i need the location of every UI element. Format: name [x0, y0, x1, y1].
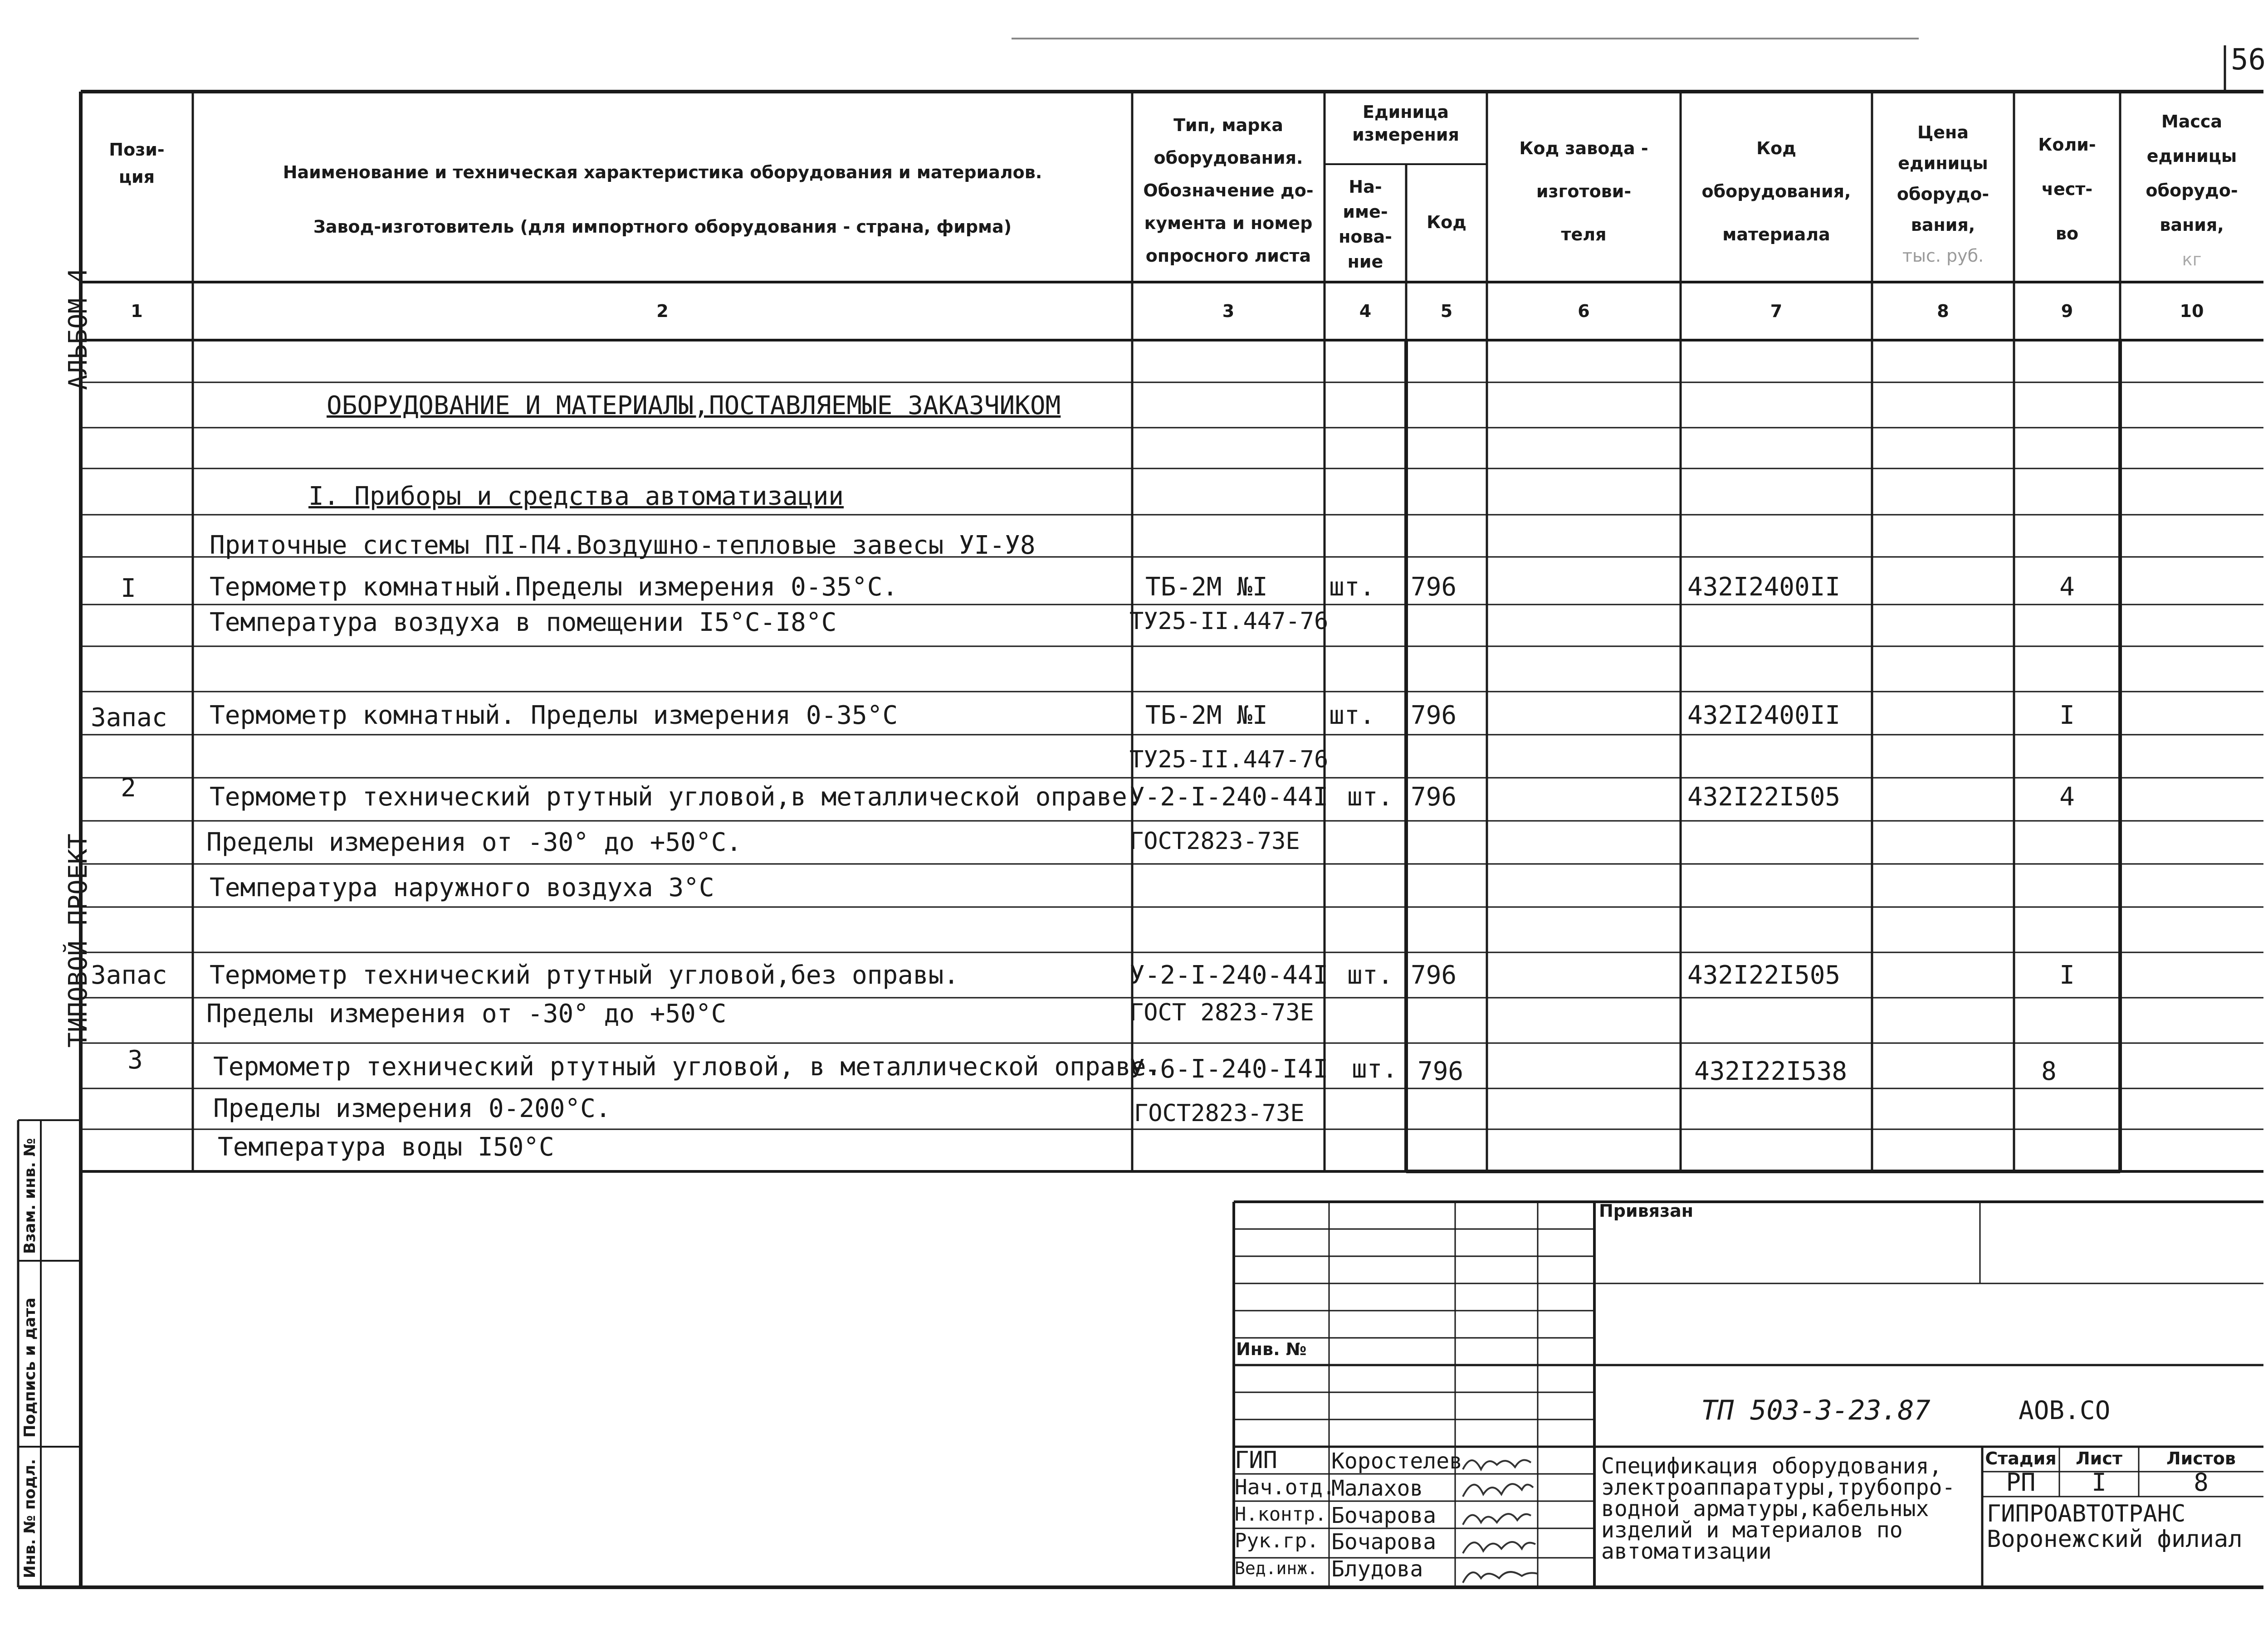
- row-type: ТУ25-II.447-76: [1129, 746, 1329, 773]
- header-col6: Код завода - изготови- теля: [1519, 138, 1648, 244]
- row-code: 796: [1411, 782, 1457, 812]
- row-equip: 432I22I505: [1687, 961, 1841, 990]
- signatory-role: Нач.отд.: [1235, 1475, 1335, 1499]
- row-code: 796: [1411, 961, 1457, 990]
- sheet-label: Лист: [2076, 1449, 2122, 1468]
- row-unit: шт.: [1347, 782, 1393, 812]
- row-name: Температура воды I50°С: [218, 1132, 554, 1162]
- row-pos: I: [121, 574, 136, 603]
- row-code: 796: [1418, 1057, 1464, 1086]
- row-type: ГОСТ 2823-73Е: [1129, 999, 1314, 1026]
- colnum-7: 7: [1770, 301, 1783, 321]
- row-name: Температура наружного воздуха 3°С: [210, 873, 714, 902]
- signatory-role: Вед.инж.: [1235, 1558, 1318, 1578]
- header-unit: Единица измерения: [1352, 102, 1459, 145]
- signatory-role: Рук.гр.: [1235, 1529, 1319, 1552]
- row-qty: I: [2059, 701, 2075, 730]
- header-col1: Пози- ция: [109, 140, 165, 187]
- row-name: Пределы измерения от -30° до +50°С: [206, 999, 727, 1029]
- stage-value: РП: [2006, 1468, 2036, 1497]
- signatory-role: ГИП: [1235, 1447, 1277, 1474]
- privyazan-label: Привязан: [1599, 1201, 1694, 1221]
- row-qty: 8: [2041, 1057, 2057, 1086]
- row-pos: 2: [121, 773, 136, 803]
- row-qty: I: [2059, 961, 2075, 990]
- signatory-name: Малахов: [1331, 1476, 1423, 1501]
- row-unit: шт.: [1329, 572, 1375, 602]
- project-label: ТИПОВОЙ ПРОЕКТ: [64, 833, 93, 1048]
- sheets-value: 8: [2194, 1468, 2209, 1497]
- row-qty: 4: [2059, 572, 2075, 602]
- header-col4: На- име- нова- ние: [1339, 177, 1392, 272]
- header-col10: Масса единицы оборудо- вания, кг: [2146, 112, 2238, 269]
- row-type: ТБ-2М №I: [1145, 572, 1268, 602]
- signatory-name: Коростелев: [1331, 1449, 1462, 1474]
- row-unit: шт.: [1352, 1054, 1398, 1084]
- colnum-3: 3: [1222, 301, 1235, 321]
- row-name: Пределы измерения от -30° до +50°С.: [206, 828, 742, 857]
- row-type: У-6-I-240-I4I: [1129, 1054, 1329, 1084]
- sheet-value: I: [2092, 1468, 2107, 1497]
- row-qty: 4: [2059, 782, 2075, 812]
- row-code: 796: [1411, 701, 1457, 730]
- subsection-title: I. Приборы и средства автоматизации: [308, 482, 844, 511]
- section-title: ОБОРУДОВАНИЕ И МАТЕРИАЛЫ,ПОСТАВЛЯЕМЫЕ ЗАКАЗЧИКОМ: [327, 391, 1061, 420]
- album-label: АЛЬБОМ 4: [64, 268, 93, 390]
- header-col8: Цена единицы оборудо- вания, тыс. руб.: [1897, 122, 1989, 266]
- page-number: 56: [2231, 43, 2266, 77]
- row-type: У-2-I-240-44I: [1129, 782, 1329, 812]
- doc-title: Спецификация оборудования, электроаппаратуры,трубопро- водной арматуры,кабельных изделий и материалов по автоматизации: [1601, 1454, 1955, 1564]
- row-equip: 432I2400II: [1687, 572, 1841, 602]
- org-name: ГИПРОАВТОТРАНС Воронежский филиал: [1987, 1500, 2243, 1553]
- row-pos: Запас: [91, 961, 167, 990]
- row-type: ГОСТ2823-73Е: [1129, 828, 1300, 855]
- colnum-6: 6: [1578, 301, 1590, 321]
- row-equip: 432I22I538: [1694, 1057, 1848, 1086]
- signatory-role: Н.контр.: [1235, 1503, 1327, 1525]
- colnum-9: 9: [2061, 301, 2073, 321]
- header-col9: Коли- чест- во: [2038, 135, 2096, 244]
- row-type: ТУ25-II.447-76: [1129, 608, 1329, 635]
- row-name: Термометр комнатный.Пределы измерения 0-35°С.: [210, 572, 898, 602]
- header-col2: Наименование и техническая характеристика оборудования и материалов. Завод-изготовитель (для импортного оборудования - страна, фирма): [283, 162, 1042, 237]
- stage-label: Стадия: [1985, 1449, 2057, 1468]
- colnum-4: 4: [1359, 301, 1372, 321]
- colnum-5: 5: [1440, 301, 1453, 321]
- row-name: Термометр комнатный. Пределы измерения 0-35°С: [210, 701, 898, 730]
- inv-no-label: Инв. №: [1236, 1339, 1307, 1359]
- row-name: Термометр технический ртутный угловой, в металлической оправе.: [213, 1052, 1162, 1082]
- sheets-label: Листов: [2166, 1449, 2236, 1468]
- signatory-name: Бочарова: [1331, 1503, 1437, 1528]
- row-type: У-2-I-240-44I: [1129, 961, 1329, 990]
- row-name: Термометр технический ртутный угловой,в металлической оправе.: [210, 782, 1143, 812]
- header-col5: Код: [1427, 212, 1466, 232]
- row-equip: 432I22I505: [1687, 782, 1841, 812]
- row-name: Термометр технический ртутный угловой,без оправы.: [210, 961, 959, 990]
- row-code: 796: [1411, 572, 1457, 602]
- row-unit: шт.: [1329, 701, 1375, 730]
- doc-mark: АОВ.СО: [2019, 1396, 2111, 1425]
- row-name: Пределы измерения 0-200°С.: [213, 1094, 611, 1123]
- colnum-1: 1: [131, 301, 143, 321]
- row-type: ГОСТ2823-73Е: [1134, 1100, 1305, 1127]
- row-name: Приточные системы ПI-П4.Воздушно-тепловые завесы УI-У8: [210, 531, 1036, 560]
- vzam-label: Взам. инв. №: [21, 1138, 39, 1254]
- row-equip: 432I2400II: [1687, 701, 1841, 730]
- podpis-label: Подпись и дата: [21, 1297, 39, 1438]
- signatory-name: Бочарова: [1331, 1529, 1437, 1555]
- row-pos: 3: [127, 1045, 143, 1075]
- inv-podl-label: Инв. № подл.: [21, 1458, 39, 1578]
- doc-code: ТП 503-3-23.87: [1701, 1395, 1931, 1426]
- row-name: Температура воздуха в помещении I5°С-I8°С: [210, 608, 837, 637]
- row-unit: шт.: [1347, 961, 1393, 990]
- colnum-10: 10: [2180, 301, 2204, 321]
- row-type: ТБ-2М №I: [1145, 701, 1268, 730]
- colnum-8: 8: [1937, 301, 1949, 321]
- header-col3: Тип, марка оборудования. Обозначение до- кумента и номер опросного листа: [1143, 115, 1314, 266]
- colnum-2: 2: [656, 301, 669, 321]
- signatory-name: Блудова: [1331, 1556, 1423, 1582]
- row-pos: Запас: [91, 703, 167, 732]
- header-col7: Код оборудования, материала: [1701, 138, 1851, 244]
